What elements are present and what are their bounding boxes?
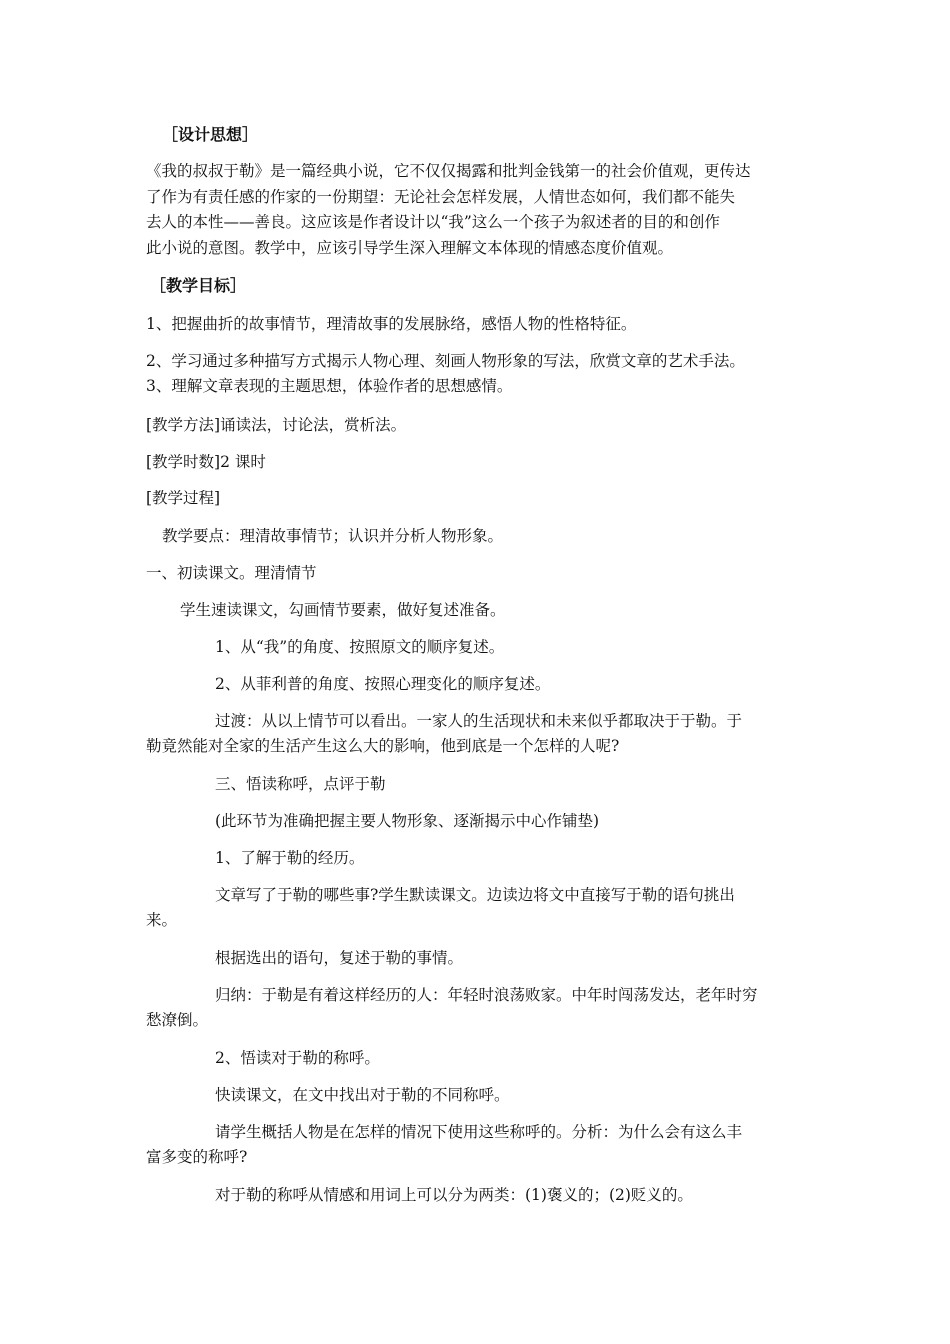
section-3-note: (此环节为准确把握主要人物形象、逐渐揭示中心作铺垫): [215, 812, 600, 830]
design-paragraph-line-2: 了作为有责任感的作家的一份期望：无论社会怎样发展，人情世态如何，我们都不能失: [146, 188, 736, 206]
section-1-heading: 一、初读课文。理清情节: [146, 564, 317, 582]
section-1-intro: 学生速读课文，勾画情节要素，做好复述准备。: [180, 601, 506, 619]
goal-item-1: 1、把握曲折的故事情节，理清故事的发展脉络，感悟人物的性格特征。: [146, 315, 637, 333]
design-paragraph-line-1: 《我的叔叔于勒》是一篇经典小说，它不仅仅揭露和批判金钱第一的社会价值观，更传达: [146, 162, 751, 180]
item-2-read: 快读课文，在文中找出对于勒的不同称呼。: [215, 1086, 510, 1104]
key-points: 教学要点：理清故事情节；认识并分析人物形象。: [162, 527, 504, 545]
goals-heading: ［教学目标］: [150, 276, 247, 295]
teaching-method: [教学方法]诵读法，讨论法，赏析法。: [146, 416, 407, 434]
item-2-question-line-2: 富多变的称呼?: [146, 1148, 248, 1166]
teaching-process-heading: [教学过程]: [146, 489, 221, 507]
section-3-heading: 三、悟读称呼，点评于勒: [215, 775, 386, 793]
design-paragraph-line-3: 去人的本性——善良。这应该是作者设计以“我”这么一个孩子为叙述者的目的和创作: [146, 213, 720, 231]
retell-item-1: 1、从“我”的角度、按照原文的顺序复述。: [215, 638, 505, 656]
goal-item-2: 2、学习通过多种描写方式揭示人物心理、刻画人物形象的写法，欣赏文章的艺术手法。: [146, 352, 745, 370]
summary-line-1: 归纳：于勒是有着这样经历的人：年轻时浪荡败家。中年时闯荡发达，老年时穷: [215, 986, 758, 1004]
item-2-categories: 对于勒的称呼从情感和用词上可以分为两类：(1)褒义的；(2)贬义的。: [215, 1186, 693, 1204]
item-1-heading: 1、了解于勒的经历。: [215, 849, 365, 867]
goal-item-3: 3、理解文章表现的主题思想，体验作者的思想感情。: [146, 377, 513, 395]
summary-line-2: 愁潦倒。: [146, 1011, 209, 1029]
item-2-question-line-1: 请学生概括人物是在怎样的情况下使用这些称呼的。分析：为什么会有这么丰: [215, 1123, 743, 1141]
item-1-retell: 根据选出的语句，复述于勒的事情。: [215, 949, 464, 967]
transition-line-1: 过渡：从以上情节可以看出。一家人的生活现状和未来似乎都取决于于勒。于: [215, 712, 743, 730]
item-1-question-line-2: 来。: [146, 911, 178, 929]
design-paragraph-line-4: 此小说的意图。教学中，应该引导学生深入理解文本体现的情感态度价值观。: [146, 239, 674, 257]
transition-line-2: 勒竟然能对全家的生活产生这么大的影响，他到底是一个怎样的人呢?: [146, 737, 620, 755]
item-2-heading: 2、悟读对于勒的称呼。: [215, 1049, 380, 1067]
item-1-question-line-1: 文章写了于勒的哪些事?学生默读课文。边读边将文中直接写于勒的语句挑出: [215, 886, 735, 904]
retell-item-2: 2、从菲利普的角度、按照心理变化的顺序复述。: [215, 675, 551, 693]
teaching-hours: [教学时数]2 课时: [146, 453, 266, 471]
design-heading: ［设计思想］: [162, 125, 259, 144]
